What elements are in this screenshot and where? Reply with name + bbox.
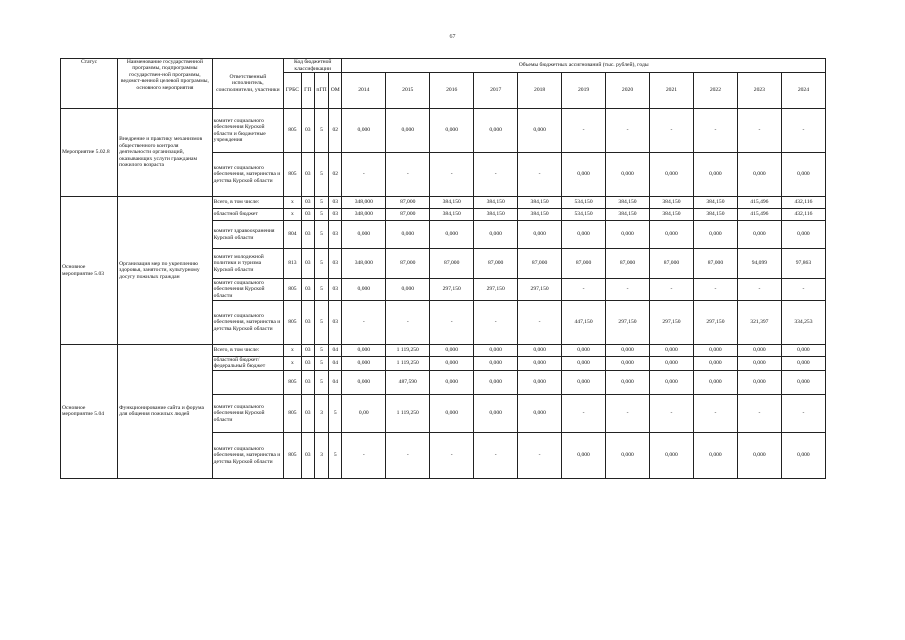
row-value-cell: - <box>693 394 737 432</box>
row-value-cell: 0,000 <box>650 432 694 478</box>
row-executor: областной бюджет <box>212 209 283 221</box>
row-value-cell: 0,000 <box>781 432 825 478</box>
row-code-cell: 5 <box>314 279 328 301</box>
row-value-cell: 0,000 <box>737 221 781 249</box>
row-code-cell: 03 <box>301 432 314 478</box>
row-code-cell: 03 <box>301 394 314 432</box>
row-value-cell: 0,000 <box>518 370 562 394</box>
row-value-cell: 0,000 <box>562 357 606 371</box>
row-value-cell: 0,000 <box>474 345 518 357</box>
row-code-cell: x <box>284 209 302 221</box>
row-code-cell: 5 <box>314 153 328 197</box>
row-value-cell: - <box>737 279 781 301</box>
header-year-7: 2021 <box>650 73 694 109</box>
row-value-cell: 0,000 <box>606 432 650 478</box>
row-value-cell: 0,000 <box>737 153 781 197</box>
row-value-cell: - <box>386 301 430 345</box>
row-code-cell: x <box>284 357 302 371</box>
row-value-cell: 0,000 <box>430 109 474 153</box>
row-value-cell: 297,150 <box>474 279 518 301</box>
row-value-cell: 384,150 <box>518 197 562 209</box>
row-value-cell: 384,150 <box>518 209 562 221</box>
budget-table <box>60 58 826 479</box>
row-code-cell: 03 <box>301 301 314 345</box>
header-code-2: пГП <box>314 73 328 109</box>
header-year-1: 2015 <box>386 73 430 109</box>
row-value-cell: 297,150 <box>650 301 694 345</box>
row-code-cell: 04 <box>329 345 342 357</box>
row-executor: комитет молодежной политики и туризма Курской области <box>212 249 283 279</box>
row-value-cell: - <box>386 432 430 478</box>
row-value-cell: 0,000 <box>342 357 386 371</box>
header-code-0: ГРБС <box>284 73 302 109</box>
row-code-cell: x <box>284 197 302 209</box>
row-value-cell: 384,150 <box>430 197 474 209</box>
row-value-cell: 348,000 <box>342 209 386 221</box>
header-year-3: 2017 <box>474 73 518 109</box>
row-value-cell: 0,000 <box>386 109 430 153</box>
row-code-cell: 5 <box>314 357 328 371</box>
row-code-cell: 3 <box>314 394 328 432</box>
row-code-cell: 04 <box>329 370 342 394</box>
row-value-cell: 384,150 <box>693 197 737 209</box>
row-value-cell: 0,000 <box>474 357 518 371</box>
row-value-cell: 0,000 <box>650 153 694 197</box>
row-code-cell: 03 <box>301 221 314 249</box>
header-name: Наименование государственной программы, подпрограммы государствен-ной программы, ведомст-венной целевой программы, основного мероприятия <box>118 59 213 109</box>
row-value-cell: - <box>518 301 562 345</box>
row-value-cell: 0,000 <box>518 357 562 371</box>
header-year-5: 2019 <box>562 73 606 109</box>
row-value-cell: 0,000 <box>562 370 606 394</box>
row-value-cell: 534,150 <box>562 197 606 209</box>
row-value-cell: 297,150 <box>606 301 650 345</box>
row-code-cell: 805 <box>284 109 302 153</box>
row-value-cell: 384,150 <box>606 209 650 221</box>
header-year-4: 2018 <box>518 73 562 109</box>
row-code-cell: 03 <box>329 301 342 345</box>
row-value-cell: - <box>386 153 430 197</box>
row-value-cell: - <box>693 279 737 301</box>
row-code-cell: 03 <box>301 345 314 357</box>
row-value-cell: 321,397 <box>737 301 781 345</box>
row-value-cell: - <box>606 109 650 153</box>
row-code-cell: 03 <box>329 249 342 279</box>
row-value-cell: 0,000 <box>781 153 825 197</box>
header-year-6: 2020 <box>606 73 650 109</box>
table-row <box>61 345 826 357</box>
row-value-cell: 348,000 <box>342 249 386 279</box>
row-value-cell: 348,000 <box>342 197 386 209</box>
row-value-cell: 0,000 <box>781 370 825 394</box>
row-value-cell: 0,000 <box>430 357 474 371</box>
header-year-10: 2024 <box>781 73 825 109</box>
row-code-cell: x <box>284 345 302 357</box>
row-value-cell: 534,150 <box>562 209 606 221</box>
row-executor: Всего, в том числе: <box>212 345 283 357</box>
row-value-cell: 447,150 <box>562 301 606 345</box>
row-code-cell: 5 <box>314 249 328 279</box>
row-value-cell: 0,000 <box>693 370 737 394</box>
row-value-cell: 87,000 <box>386 249 430 279</box>
header-code-group: Код бюджетной классификации <box>284 59 342 73</box>
table-body <box>61 109 826 479</box>
row-value-cell: 0,000 <box>781 345 825 357</box>
row-value-cell: 0,000 <box>781 357 825 371</box>
row-executor: Всего, в том числе: <box>212 197 283 209</box>
row-value-cell: 0,000 <box>693 345 737 357</box>
row-value-cell: - <box>562 109 606 153</box>
row-executor: комитет социального обеспечения Курской области <box>212 394 283 432</box>
row-value-cell: - <box>606 394 650 432</box>
row-value-cell: 0,000 <box>737 432 781 478</box>
row-executor: комитет социального обеспечения, материнства и детства Курской области <box>212 432 283 478</box>
header-year-2: 2016 <box>430 73 474 109</box>
table-row <box>61 109 826 153</box>
row-value-cell: 0,000 <box>342 345 386 357</box>
row-value-cell: 0,000 <box>342 109 386 153</box>
row-value-cell: - <box>430 301 474 345</box>
row-value-cell: 0,000 <box>693 432 737 478</box>
row-code-cell: 03 <box>301 153 314 197</box>
row-value-cell: 384,150 <box>650 197 694 209</box>
row-value-cell: 415,496 <box>737 197 781 209</box>
row-value-cell: 297,150 <box>518 279 562 301</box>
row-executor: комитет здравоохранения Курской области <box>212 221 283 249</box>
row-value-cell: 1 119,250 <box>386 394 430 432</box>
row-value-cell: - <box>342 301 386 345</box>
row-value-cell: - <box>737 394 781 432</box>
row-value-cell: 97,863 <box>781 249 825 279</box>
row-value-cell: 415,496 <box>737 209 781 221</box>
row-executor: комитет социального обеспечения Курской области и бюджетные учреждения <box>212 109 283 153</box>
row-code-cell: 5 <box>329 394 342 432</box>
row-value-cell: 94,099 <box>737 249 781 279</box>
row-value-cell: 87,000 <box>650 249 694 279</box>
page-number: 67 <box>449 34 456 40</box>
row-code-cell: 03 <box>301 370 314 394</box>
row-value-cell: 0,000 <box>606 221 650 249</box>
header-code-1: ГП <box>301 73 314 109</box>
row-value-cell: 0,000 <box>737 357 781 371</box>
row-code-cell: 5 <box>314 197 328 209</box>
row-value-cell: - <box>474 301 518 345</box>
table-row <box>61 197 826 209</box>
row-value-cell: 0,000 <box>737 370 781 394</box>
row-value-cell: - <box>781 279 825 301</box>
row-value-cell: 0,000 <box>606 357 650 371</box>
row-value-cell: 0,000 <box>737 345 781 357</box>
header-volume-group: Объемы бюджетных ассигнований (тыс. рублей), годы <box>342 59 826 73</box>
section-name: Функционирование сайта и форума для общения пожилых людей <box>118 345 213 479</box>
row-value-cell: - <box>606 279 650 301</box>
section-status: Мероприятие 5.02.8 <box>61 109 118 197</box>
header-year-0: 2014 <box>342 73 386 109</box>
row-value-cell: 0,000 <box>474 370 518 394</box>
row-value-cell: - <box>562 279 606 301</box>
row-code-cell: 805 <box>284 432 302 478</box>
row-value-cell: 0,000 <box>606 345 650 357</box>
row-value-cell: 0,000 <box>430 370 474 394</box>
row-value-cell: 297,150 <box>693 301 737 345</box>
row-value-cell: 0,00 <box>342 394 386 432</box>
row-value-cell: 0,000 <box>518 394 562 432</box>
section-name: Внедрение и практику механизмов общественного контроля деятельности организаций, оказывающих услуги гражданам пожилого возраста <box>118 109 213 197</box>
row-code-cell: 02 <box>329 109 342 153</box>
row-value-cell: 0,000 <box>430 221 474 249</box>
row-value-cell: 0,000 <box>562 345 606 357</box>
row-value-cell: 0,000 <box>562 432 606 478</box>
row-value-cell: - <box>650 394 694 432</box>
row-value-cell: 0,000 <box>693 153 737 197</box>
row-value-cell: 1 119,250 <box>386 357 430 371</box>
row-value-cell: 0,000 <box>342 221 386 249</box>
row-code-cell: 03 <box>329 209 342 221</box>
section-status: Основное мероприятие 5.04 <box>61 345 118 479</box>
row-value-cell: 0,000 <box>342 370 386 394</box>
row-value-cell: 0,000 <box>650 221 694 249</box>
row-code-cell: 03 <box>329 197 342 209</box>
row-code-cell: 03 <box>301 209 314 221</box>
row-value-cell: - <box>518 153 562 197</box>
row-value-cell: - <box>781 394 825 432</box>
row-value-cell: 432,116 <box>781 197 825 209</box>
row-value-cell: 334,253 <box>781 301 825 345</box>
row-executor: комитет социального обеспечения Курской области <box>212 279 283 301</box>
row-value-cell: 0,000 <box>518 109 562 153</box>
row-code-cell: 804 <box>284 221 302 249</box>
row-code-cell: 805 <box>284 153 302 197</box>
row-value-cell: - <box>650 109 694 153</box>
row-value-cell: 384,150 <box>650 209 694 221</box>
header-year-8: 2022 <box>693 73 737 109</box>
row-value-cell: 384,150 <box>430 209 474 221</box>
row-value-cell: 87,000 <box>518 249 562 279</box>
row-executor: комитет социального обеспечения, материнства и детства Курской области <box>212 301 283 345</box>
row-executor: областной бюджет/ федеральный бюджет <box>212 357 283 371</box>
row-code-cell: 805 <box>284 394 302 432</box>
header-executor: Ответственный исполнитель, соисполнители, участники <box>212 59 283 109</box>
row-value-cell: 0,000 <box>650 345 694 357</box>
row-code-cell: 03 <box>301 357 314 371</box>
header-year-9: 2023 <box>737 73 781 109</box>
section-name: Организация мер по укреплению здоровья, занятости, культурному досугу пожилых граждан <box>118 197 213 345</box>
row-value-cell: 0,000 <box>430 345 474 357</box>
row-code-cell: 04 <box>329 357 342 371</box>
row-value-cell: - <box>518 432 562 478</box>
header-status: Статус <box>61 59 118 109</box>
row-value-cell: - <box>737 109 781 153</box>
row-value-cell: 0,000 <box>342 279 386 301</box>
row-value-cell: - <box>430 432 474 478</box>
row-value-cell: 432,116 <box>781 209 825 221</box>
row-value-cell: 0,000 <box>562 153 606 197</box>
row-value-cell: 0,000 <box>474 221 518 249</box>
row-value-cell: 0,000 <box>430 394 474 432</box>
row-code-cell: 03 <box>301 197 314 209</box>
row-code-cell: 03 <box>329 221 342 249</box>
row-value-cell: - <box>693 109 737 153</box>
row-value-cell: - <box>781 109 825 153</box>
row-code-cell: 5 <box>314 209 328 221</box>
section-status: Основное мероприятие 5.03 <box>61 197 118 345</box>
row-value-cell: 0,000 <box>386 221 430 249</box>
row-code-cell: 03 <box>301 279 314 301</box>
row-value-cell: 0,000 <box>474 394 518 432</box>
row-value-cell: 87,000 <box>430 249 474 279</box>
row-value-cell: 0,000 <box>781 221 825 249</box>
row-value-cell: 487,590 <box>386 370 430 394</box>
row-value-cell: 0,000 <box>606 370 650 394</box>
row-code-cell: 813 <box>284 249 302 279</box>
row-value-cell: 384,150 <box>474 209 518 221</box>
row-value-cell: 0,000 <box>650 370 694 394</box>
row-code-cell: 805 <box>284 370 302 394</box>
row-value-cell: 0,000 <box>562 221 606 249</box>
row-value-cell: 0,000 <box>693 357 737 371</box>
row-value-cell: - <box>650 279 694 301</box>
row-code-cell: 5 <box>314 370 328 394</box>
row-value-cell: 384,150 <box>693 209 737 221</box>
row-value-cell: 0,000 <box>386 279 430 301</box>
row-value-cell: 297,150 <box>430 279 474 301</box>
row-value-cell: 87,000 <box>562 249 606 279</box>
row-value-cell: 0,000 <box>474 109 518 153</box>
row-executor <box>212 370 283 394</box>
row-code-cell: 5 <box>314 109 328 153</box>
row-value-cell: 1 119,250 <box>386 345 430 357</box>
row-code-cell: 03 <box>329 279 342 301</box>
row-value-cell: 0,000 <box>518 221 562 249</box>
header-code-3: ОМ <box>329 73 342 109</box>
row-code-cell: 5 <box>329 432 342 478</box>
row-code-cell: 805 <box>284 301 302 345</box>
row-code-cell: 5 <box>314 301 328 345</box>
row-value-cell: - <box>430 153 474 197</box>
row-value-cell: - <box>342 432 386 478</box>
row-code-cell: 5 <box>314 345 328 357</box>
row-code-cell: 5 <box>314 221 328 249</box>
row-value-cell: 87,000 <box>693 249 737 279</box>
row-value-cell: 0,000 <box>693 221 737 249</box>
row-value-cell: 0,000 <box>518 345 562 357</box>
row-value-cell: 0,000 <box>606 153 650 197</box>
row-code-cell: 805 <box>284 279 302 301</box>
row-value-cell: 0,000 <box>650 357 694 371</box>
row-code-cell: 02 <box>329 153 342 197</box>
row-value-cell: - <box>474 153 518 197</box>
row-value-cell: 87,000 <box>386 209 430 221</box>
row-value-cell: - <box>474 432 518 478</box>
row-value-cell: 87,000 <box>606 249 650 279</box>
row-value-cell: - <box>562 394 606 432</box>
row-value-cell: 384,150 <box>606 197 650 209</box>
row-value-cell: 384,150 <box>474 197 518 209</box>
row-code-cell: 03 <box>301 109 314 153</box>
row-value-cell: 87,000 <box>386 197 430 209</box>
row-executor: комитет социального обеспечения, материнства и детства Курской области <box>212 153 283 197</box>
row-code-cell: 3 <box>314 432 328 478</box>
row-code-cell: 03 <box>301 249 314 279</box>
row-value-cell: - <box>342 153 386 197</box>
row-value-cell: 87,000 <box>474 249 518 279</box>
